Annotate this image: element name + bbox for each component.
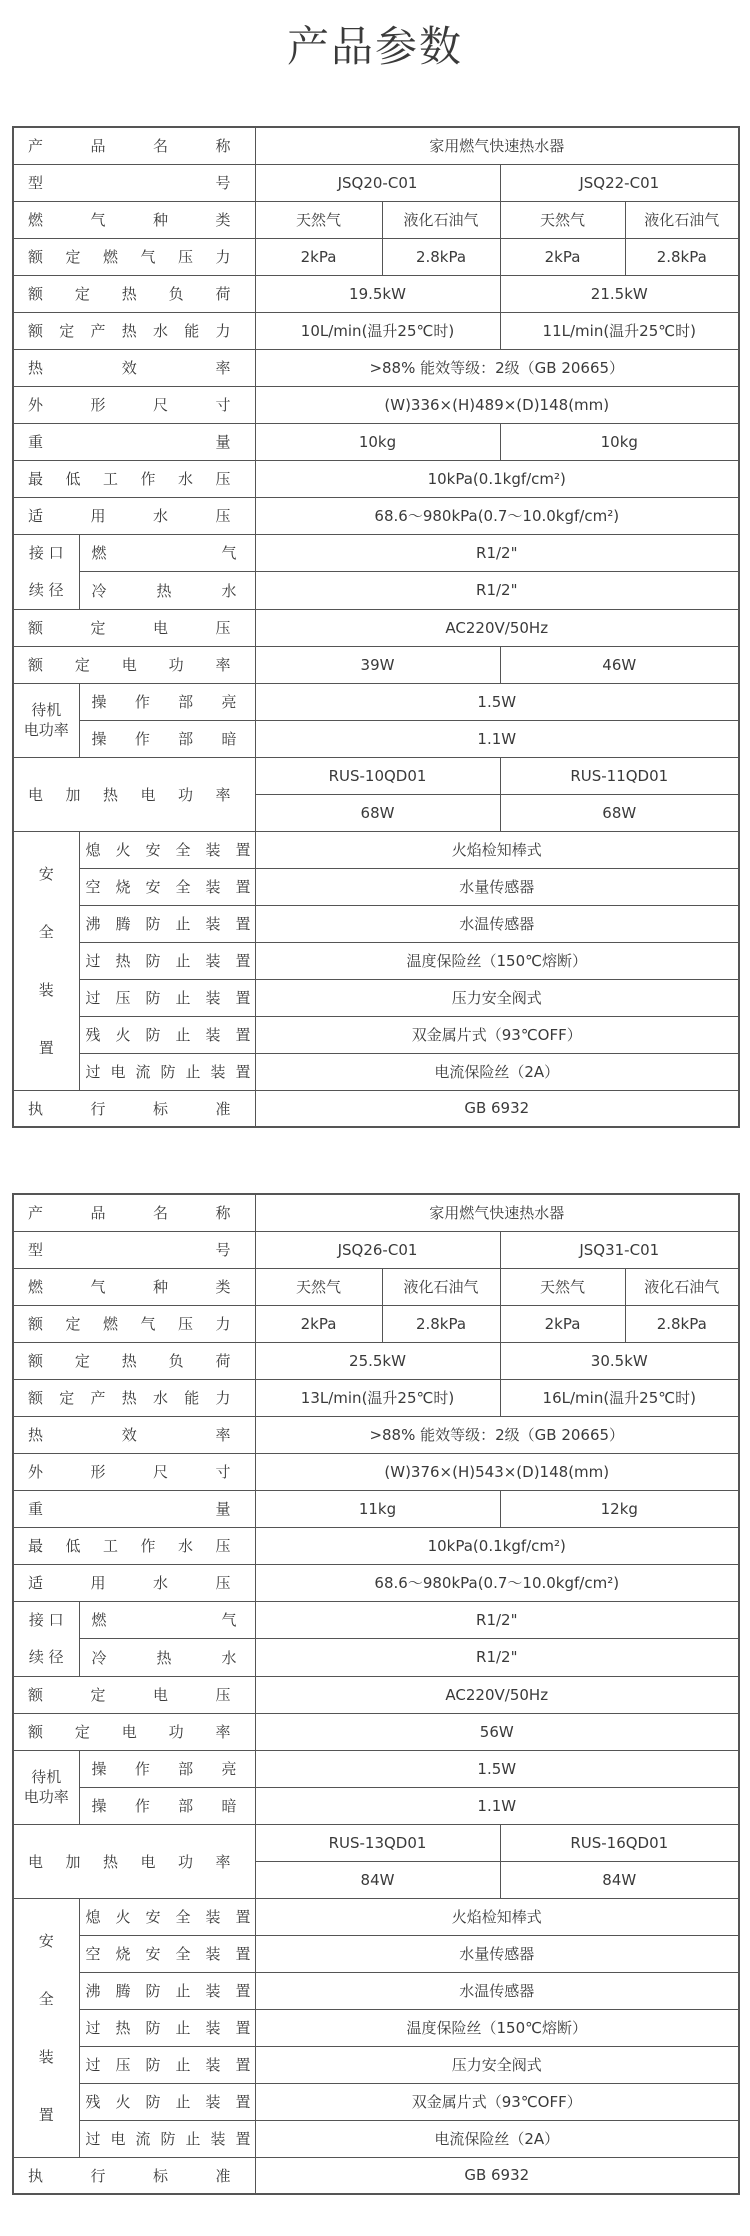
row-heater-model	[13, 757, 739, 794]
label-panel-on: 操 作 部 亮	[79, 683, 255, 720]
value-boiling: 水温传感器	[255, 905, 739, 942]
label-residual-fire: 残火防止装置	[79, 1016, 255, 1053]
label-interface-line1: 接 口	[28, 1610, 64, 1629]
row-gas-type	[13, 201, 739, 238]
label-gas-pressure: 额定燃气压力	[13, 238, 255, 275]
row-product-name	[13, 1194, 739, 1231]
value-overheat: 温度保险丝（150℃熔断）	[255, 2009, 739, 2046]
value-heater-power-b: 84W	[500, 1861, 739, 1898]
value-flame-out: 火焰检知棒式	[255, 1898, 739, 1935]
label-weight: 重 量	[13, 423, 255, 460]
label-standby	[13, 683, 79, 757]
row-weight	[13, 1490, 739, 1527]
label-gas-interface: 燃 气	[79, 1601, 255, 1639]
value-min-water-pressure: 10kPa(0.1kgf/cm²)	[255, 460, 739, 497]
row-min-water-pressure	[13, 1527, 739, 1564]
value-overcurrent: 电流保险丝（2A）	[255, 2120, 739, 2157]
label-product-name: 产 品 名 称	[13, 127, 255, 164]
label-capacity: 额定产热水能力	[13, 1379, 255, 1416]
row-standby-on	[13, 683, 739, 720]
label-rated-power: 额 定 电 功 率	[13, 646, 255, 683]
value-dry-burn: 水量传感器	[255, 1935, 739, 1972]
value-overcurrent: 电流保险丝（2A）	[255, 1053, 739, 1090]
value-heat-load-a: 19.5kW	[255, 275, 500, 312]
label-safety	[13, 831, 79, 1090]
label-model: 型 号	[13, 164, 255, 201]
label-safety-c3: 装	[38, 2047, 54, 2066]
label-heat-load: 额 定 热 负 荷	[13, 1342, 255, 1379]
label-overheat: 过热防止装置	[79, 942, 255, 979]
row-rated-power	[13, 1713, 739, 1750]
value-pressure-ng-b: 2kPa	[500, 1305, 625, 1342]
value-efficiency: >88% 能效等级：2级（GB 20665）	[255, 349, 739, 386]
label-efficiency: 热 效 率	[13, 349, 255, 386]
label-gas-type: 燃 气 种 类	[13, 1268, 255, 1305]
label-residual-fire: 残火防止装置	[79, 2083, 255, 2120]
row-water-interface	[13, 1639, 739, 1677]
label-overheat: 过热防止装置	[79, 2009, 255, 2046]
value-model-a: JSQ20-C01	[255, 164, 500, 201]
row-heat-load	[13, 1342, 739, 1379]
row-heater-model	[13, 1824, 739, 1861]
label-safety-c2: 全	[38, 1989, 54, 2008]
row-gas-interface	[13, 1601, 739, 1639]
value-efficiency: >88% 能效等级：2级（GB 20665）	[255, 1416, 739, 1453]
row-model	[13, 164, 739, 201]
row-flame-out	[13, 1898, 739, 1935]
row-residual-fire	[13, 1016, 739, 1053]
value-heater-power-a: 68W	[255, 794, 500, 831]
label-safety-c3: 装	[38, 980, 54, 999]
label-rated-power: 额 定 电 功 率	[13, 1713, 255, 1750]
row-standard	[13, 1090, 739, 1127]
value-gas-lpg-a: 液化石油气	[382, 201, 500, 238]
value-voltage: AC220V/50Hz	[255, 1676, 739, 1713]
row-dry-burn	[13, 1935, 739, 1972]
value-overpressure: 压力安全阀式	[255, 979, 739, 1016]
value-pressure-ng-a: 2kPa	[255, 238, 382, 275]
value-rated-power: 56W	[255, 1713, 739, 1750]
value-weight-a: 10kg	[255, 423, 500, 460]
row-standby-off	[13, 720, 739, 757]
row-overheat	[13, 2009, 739, 2046]
label-dimensions: 外 形 尺 寸	[13, 1453, 255, 1490]
label-standard: 执 行 标 准	[13, 1090, 255, 1127]
row-dimensions	[13, 1453, 739, 1490]
label-dimensions: 外 形 尺 寸	[13, 386, 255, 423]
label-standby-line1: 待机	[31, 701, 62, 719]
label-safety-c1: 安	[38, 1931, 54, 1950]
label-boiling: 沸腾防止装置	[79, 1972, 255, 2009]
row-dimensions	[13, 386, 739, 423]
value-dimensions: (W)376×(H)543×(D)148(mm)	[255, 1453, 739, 1490]
row-weight	[13, 423, 739, 460]
row-overcurrent	[13, 2120, 739, 2157]
label-water-pressure-range: 适 用 水 压	[13, 497, 255, 534]
row-residual-fire	[13, 2083, 739, 2120]
label-standard: 执 行 标 准	[13, 2157, 255, 2194]
value-standard: GB 6932	[255, 2157, 739, 2194]
row-water-pressure-range	[13, 1564, 739, 1601]
row-overpressure	[13, 979, 739, 1016]
value-standby-on: 1.5W	[255, 1750, 739, 1787]
row-gas-interface	[13, 534, 739, 572]
label-interface-line1: 接 口	[28, 543, 64, 562]
value-water-interface: R1/2"	[255, 572, 739, 610]
value-dry-burn: 水量传感器	[255, 868, 739, 905]
row-water-pressure-range	[13, 497, 739, 534]
label-min-water-pressure: 最低工作水压	[13, 1527, 255, 1564]
row-product-name	[13, 127, 739, 164]
row-flame-out	[13, 831, 739, 868]
row-voltage	[13, 609, 739, 646]
value-gas-lpg-b: 液化石油气	[625, 201, 739, 238]
label-gas-type: 燃 气 种 类	[13, 201, 255, 238]
label-standby-line2: 电功率	[23, 1788, 69, 1806]
value-residual-fire: 双金属片式（93℃OFF）	[255, 1016, 739, 1053]
row-model	[13, 1231, 739, 1268]
value-pressure-ng-b: 2kPa	[500, 238, 625, 275]
row-rated-power	[13, 646, 739, 683]
label-model: 型 号	[13, 1231, 255, 1268]
label-interface	[13, 534, 79, 609]
row-standard	[13, 2157, 739, 2194]
row-standby-on	[13, 1750, 739, 1787]
row-efficiency	[13, 349, 739, 386]
value-gas-interface: R1/2"	[255, 1601, 739, 1639]
label-overcurrent: 过电流防止装置	[79, 2120, 255, 2157]
value-gas-lpg-a: 液化石油气	[382, 1268, 500, 1305]
label-overpressure: 过压防止装置	[79, 979, 255, 1016]
row-gas-pressure	[13, 238, 739, 275]
value-product-name: 家用燃气快速热水器	[255, 1194, 739, 1231]
value-heater-model-b: RUS-16QD01	[500, 1824, 739, 1861]
value-heater-power-b: 68W	[500, 794, 739, 831]
label-panel-off: 操 作 部 暗	[79, 1787, 255, 1824]
value-heater-power-a: 84W	[255, 1861, 500, 1898]
row-overpressure	[13, 2046, 739, 2083]
row-heat-load	[13, 275, 739, 312]
label-panel-on: 操 作 部 亮	[79, 1750, 255, 1787]
label-heating-power: 电 加 热 电 功 率	[13, 757, 255, 831]
value-gas-ng-b: 天然气	[500, 1268, 625, 1305]
value-model-b: JSQ22-C01	[500, 164, 739, 201]
row-boiling	[13, 1972, 739, 2009]
label-voltage: 额 定 电 压	[13, 609, 255, 646]
value-flame-out: 火焰检知棒式	[255, 831, 739, 868]
label-product-name: 产 品 名 称	[13, 1194, 255, 1231]
value-heat-load-b: 21.5kW	[500, 275, 739, 312]
label-interface-line2: 续 径	[28, 1647, 64, 1666]
spec-table-2	[12, 1193, 740, 2195]
row-dry-burn	[13, 868, 739, 905]
row-gas-type	[13, 1268, 739, 1305]
value-overpressure: 压力安全阀式	[255, 2046, 739, 2083]
row-boiling	[13, 905, 739, 942]
value-dimensions: (W)336×(H)489×(D)148(mm)	[255, 386, 739, 423]
value-boiling: 水温传感器	[255, 1972, 739, 2009]
value-heater-model-a: RUS-10QD01	[255, 757, 500, 794]
label-gas-interface: 燃 气	[79, 534, 255, 572]
value-rated-power-b: 46W	[500, 646, 739, 683]
value-capacity-b: 16L/min(温升25℃时)	[500, 1379, 739, 1416]
row-min-water-pressure	[13, 460, 739, 497]
label-dry-burn: 空烧安全装置	[79, 1935, 255, 1972]
label-safety-c4: 置	[38, 1038, 54, 1057]
value-pressure-lpg-a: 2.8kPa	[382, 1305, 500, 1342]
value-pressure-lpg-b: 2.8kPa	[625, 1305, 739, 1342]
value-rated-power-a: 39W	[255, 646, 500, 683]
label-overcurrent: 过电流防止装置	[79, 1053, 255, 1090]
label-heating-power: 电 加 热 电 功 率	[13, 1824, 255, 1898]
label-capacity: 额定产热水能力	[13, 312, 255, 349]
row-efficiency	[13, 1416, 739, 1453]
label-water-interface: 冷 热 水	[79, 1639, 255, 1677]
value-pressure-lpg-b: 2.8kPa	[625, 238, 739, 275]
value-gas-ng-b: 天然气	[500, 201, 625, 238]
label-flame-out: 熄火安全装置	[79, 831, 255, 868]
spec-table-1	[12, 126, 740, 1128]
label-standby-line2: 电功率	[23, 721, 69, 739]
label-boiling: 沸腾防止装置	[79, 905, 255, 942]
value-overheat: 温度保险丝（150℃熔断）	[255, 942, 739, 979]
value-weight-b: 10kg	[500, 423, 739, 460]
value-weight-b: 12kg	[500, 1490, 739, 1527]
value-gas-interface: R1/2"	[255, 534, 739, 572]
label-min-water-pressure: 最低工作水压	[13, 460, 255, 497]
value-pressure-ng-a: 2kPa	[255, 1305, 382, 1342]
value-standard: GB 6932	[255, 1090, 739, 1127]
page-title: 产品参数	[286, 22, 463, 71]
value-heater-model-a: RUS-13QD01	[255, 1824, 500, 1861]
value-model-b: JSQ31-C01	[500, 1231, 739, 1268]
value-gas-ng-a: 天然气	[255, 1268, 382, 1305]
label-safety-c1: 安	[38, 864, 54, 883]
label-interface-line2: 续 径	[28, 580, 64, 599]
label-weight: 重 量	[13, 1490, 255, 1527]
value-heater-model-b: RUS-11QD01	[500, 757, 739, 794]
row-standby-off	[13, 1787, 739, 1824]
value-min-water-pressure: 10kPa(0.1kgf/cm²)	[255, 1527, 739, 1564]
label-standby	[13, 1750, 79, 1824]
label-safety-c4: 置	[38, 2105, 54, 2124]
label-heat-load: 额 定 热 负 荷	[13, 275, 255, 312]
row-capacity	[13, 1379, 739, 1416]
row-overheat	[13, 942, 739, 979]
value-pressure-lpg-a: 2.8kPa	[382, 238, 500, 275]
value-standby-off: 1.1W	[255, 720, 739, 757]
label-dry-burn: 空烧安全装置	[79, 868, 255, 905]
value-capacity-a: 13L/min(温升25℃时)	[255, 1379, 500, 1416]
label-safety-c2: 全	[38, 922, 54, 941]
label-water-interface: 冷 热 水	[79, 572, 255, 610]
value-standby-on: 1.5W	[255, 683, 739, 720]
label-panel-off: 操 作 部 暗	[79, 720, 255, 757]
value-gas-ng-a: 天然气	[255, 201, 382, 238]
label-interface	[13, 1601, 79, 1676]
label-overpressure: 过压防止装置	[79, 2046, 255, 2083]
value-heat-load-a: 25.5kW	[255, 1342, 500, 1379]
value-voltage: AC220V/50Hz	[255, 609, 739, 646]
value-heat-load-b: 30.5kW	[500, 1342, 739, 1379]
value-water-interface: R1/2"	[255, 1639, 739, 1677]
label-standby-line1: 待机	[31, 1768, 62, 1786]
label-flame-out: 熄火安全装置	[79, 1898, 255, 1935]
value-water-pressure-range: 68.6～980kPa(0.7～10.0kgf/cm²)	[255, 497, 739, 534]
label-gas-pressure: 额定燃气压力	[13, 1305, 255, 1342]
value-residual-fire: 双金属片式（93℃OFF）	[255, 2083, 739, 2120]
value-capacity-b: 11L/min(温升25℃时)	[500, 312, 739, 349]
row-capacity	[13, 312, 739, 349]
value-weight-a: 11kg	[255, 1490, 500, 1527]
value-standby-off: 1.1W	[255, 1787, 739, 1824]
label-safety	[13, 1898, 79, 2157]
value-model-a: JSQ26-C01	[255, 1231, 500, 1268]
row-voltage	[13, 1676, 739, 1713]
value-gas-lpg-b: 液化石油气	[625, 1268, 739, 1305]
row-overcurrent	[13, 1053, 739, 1090]
value-capacity-a: 10L/min(温升25℃时)	[255, 312, 500, 349]
label-efficiency: 热 效 率	[13, 1416, 255, 1453]
value-product-name: 家用燃气快速热水器	[255, 127, 739, 164]
row-water-interface	[13, 572, 739, 610]
value-water-pressure-range: 68.6～980kPa(0.7～10.0kgf/cm²)	[255, 1564, 739, 1601]
label-water-pressure-range: 适 用 水 压	[13, 1564, 255, 1601]
label-voltage: 额 定 电 压	[13, 1676, 255, 1713]
row-gas-pressure	[13, 1305, 739, 1342]
